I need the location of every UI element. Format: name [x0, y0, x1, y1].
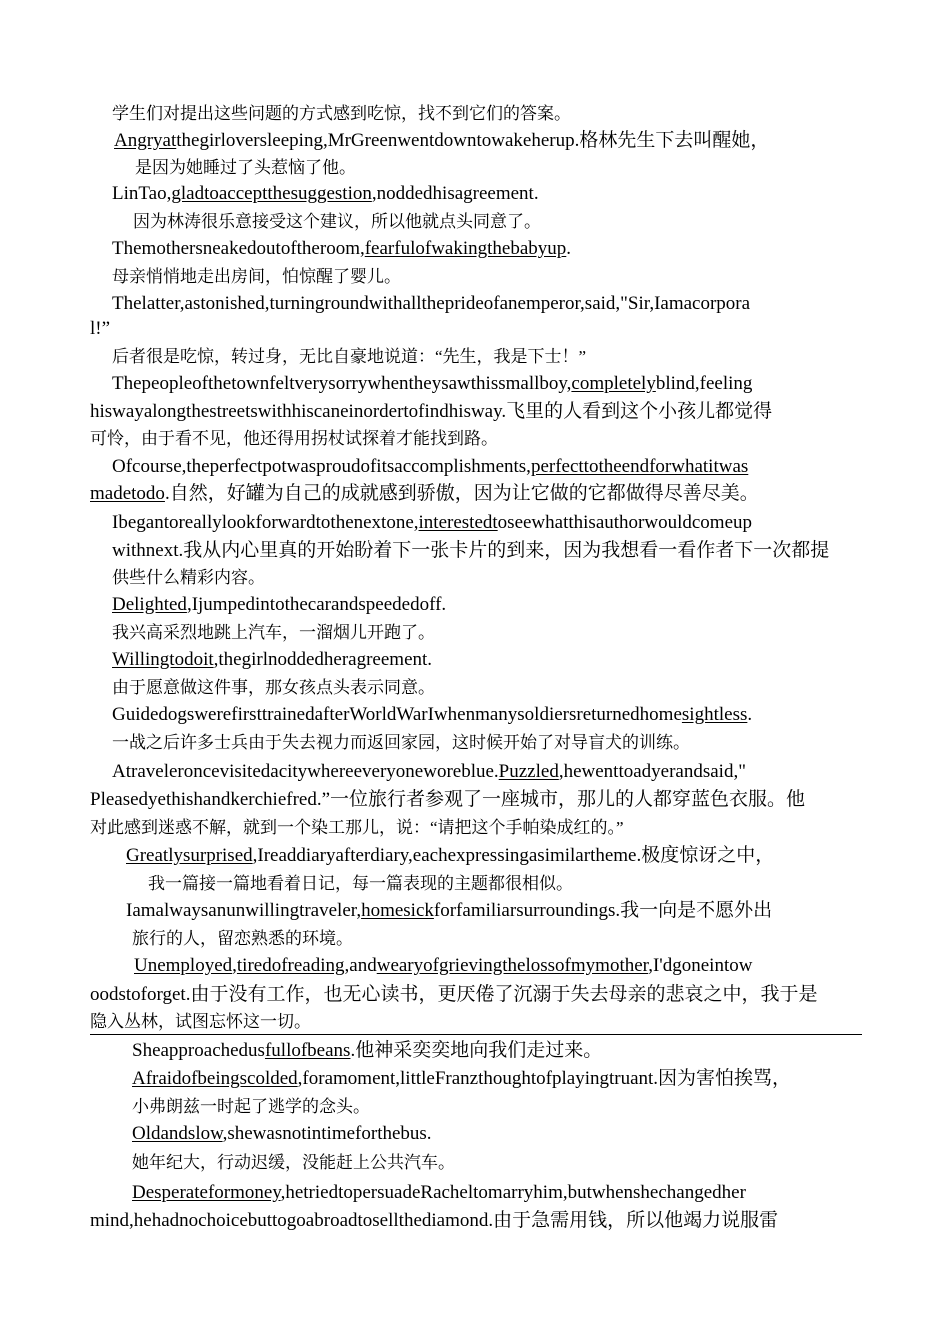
underlined-phrase: Willingtodoit	[112, 649, 214, 670]
text-line: 因为林涛很乐意接受这个建议，所以他就点头同意了。	[133, 212, 541, 231]
text-line: withnext.我从内心里真的开始盼着下一张卡片的到来，因为我想看一看作者下一次都提	[112, 540, 830, 561]
text-line: 隐入丛林，试图忘怀这一切。	[90, 1012, 311, 1031]
text-line: 小弗朗兹一时起了逃学的念头。	[132, 1097, 370, 1116]
text-line: 供些什么精彩内容。	[112, 568, 265, 587]
underlined-phrase: tiredofreading	[236, 955, 345, 976]
underlined-phrase: gladtoacceptthesuggestion	[171, 183, 372, 204]
text-line: 我一篇接一篇地看着日记，每一篇表现的主题都很相似。	[148, 874, 573, 893]
underlined-phrase: Unemployed	[134, 955, 233, 976]
text-line: Delighted,Ijumpedintothecarandspeededoff.	[112, 594, 447, 615]
text-line: Afraidofbeingscolded,foramoment,littleFranzthoughtofplayingtruant.因为害怕挨骂，	[132, 1068, 792, 1089]
underlined-phrase: madetodo	[90, 483, 165, 504]
underlined-phrase: homesick	[361, 900, 434, 921]
text-line: Ibegantoreallylookforwardtothenextone,interestedtoseewhatthisauthorwouldcomeup	[112, 512, 753, 533]
underlined-phrase: Oldandslow	[132, 1123, 223, 1144]
underlined-phrase: Delighted	[112, 594, 187, 615]
text-line: l!”	[90, 318, 111, 339]
underlined-phrase: fearfulofwakingthebabyup	[364, 238, 567, 259]
text-line: Desperateformoney,hetriedtopersuadeRacheltomarryhim,butwhenshechangedher	[132, 1182, 746, 1203]
text-line: Angryatthegirloversleeping,MrGreenwentdowntowakeherup.格林先生下去叫醒她，	[114, 130, 770, 151]
underlined-phrase: Angryat	[114, 130, 177, 151]
text-line: Sheapproachedusfullofbeans.他神采奕奕地向我们走过来。	[132, 1040, 603, 1061]
underlined-phrase: perfecttotheendforwhatitwas	[530, 456, 749, 477]
text-line: Greatlysurprised,Ireaddiaryafterdiary,eachexpressingasimilartheme.极度惊讶之中，	[126, 845, 775, 866]
text-line: Themothersneakedoutoftheroom,fearfulofwakingthebabyup.	[112, 238, 572, 259]
text-line: 对此感到迷惑不解，就到一个染工那儿，说：“请把这个手帕染成红的。”	[90, 818, 624, 837]
text-line: Pleasedyethishandkerchiefred.”一位旅行者参观了一座城市，那儿的人都穿蓝色衣服。他	[90, 789, 806, 810]
text-line: GuidedogswerefirsttrainedafterWorldWarIwhenmanysoldiersreturnedhomesightless.	[112, 704, 753, 725]
text-line: 我兴高采烈地跳上汽车，一溜烟儿开跑了。	[112, 623, 435, 642]
text-line: 后者很是吃惊，转过身，无比自豪地说道：“先生，我是下士！”	[112, 347, 587, 366]
underlined-phrase: fullofbeans	[264, 1040, 351, 1061]
text-line: madetodo.自然，好罐为自己的成就感到骄傲，因为让它做的它都做得尽善尽美。	[90, 483, 759, 504]
text-line: Iamalwaysanunwillingtraveler,homesickforfamiliarsurroundings.我一向是不愿外出	[126, 900, 773, 921]
text-line: Unemployed,tiredofreading,andwearyofgrievingthelossofmymother,I'dgoneintow	[134, 955, 753, 976]
text-line: 学生们对提出这些问题的方式感到吃惊，找不到它们的答案。	[112, 104, 571, 123]
text-line: oodstoforget.由于没有工作，也无心读书，更厌倦了沉溺于失去母亲的悲哀之中，我于是	[90, 984, 818, 1005]
text-line: 旅行的人，留恋熟悉的环境。	[132, 929, 353, 948]
underlined-phrase: sightless	[681, 704, 748, 725]
text-line: Ofcourse,theperfectpotwasproudofitsaccomplishments,perfecttotheendforwhatitwas	[112, 456, 749, 477]
text-line: 母亲悄悄地走出房间，怕惊醒了婴儿。	[112, 267, 401, 286]
text-line: 一战之后许多士兵由于失去视力而返回家园，这时候开始了对导盲犬的训练。	[112, 733, 690, 752]
text-line: Thepeopleofthetownfeltverysorrywhentheysawthissmallboy,completelyblind,feeling	[112, 373, 753, 394]
underlined-phrase: Puzzled	[498, 761, 559, 782]
underlined-phrase: wearyofgrievingthelossofmymother	[376, 955, 649, 976]
underlined-phrase: completely	[571, 373, 656, 394]
text-line: 她年纪大，行动迟缓，没能赶上公共汽车。	[132, 1153, 455, 1172]
text-line: Oldandslow,shewasnotintimeforthebus.	[132, 1123, 432, 1144]
text-line: 由于愿意做这件事，那女孩点头表示同意。	[112, 678, 435, 697]
text-line: LinTao,gladtoacceptthesuggestion,noddedhisagreement.	[112, 183, 539, 204]
underlined-phrase: Desperateformoney	[132, 1182, 281, 1203]
underlined-phrase: Afraidofbeingscolded	[132, 1068, 298, 1089]
text-line: 可怜，由于看不见，他还得用拐杖试探着才能找到路。	[90, 429, 498, 448]
underlined-phrase: Greatlysurprised	[126, 845, 253, 866]
underlined-phrase: interestedt	[418, 512, 498, 533]
text-line: Thelatter,astonished,turningroundwithalltheprideofanemperor,said,"Sir,Iamacorpora	[112, 293, 751, 314]
text-line: Willingtodoit,thegirlnoddedheragreement.	[112, 649, 433, 670]
horizontal-rule	[90, 1034, 862, 1035]
text-line: Atraveleroncevisitedacitywhereeveryoneworeblue.Puzzled,hewenttoadyerandsaid,"	[112, 761, 746, 782]
text-line: mind,hehadnochoicebuttogoabroadtosellthediamond.由于急需用钱，所以他竭力说服雷	[90, 1210, 779, 1231]
text-line: 是因为她睡过了头惹恼了他。	[135, 158, 356, 177]
text-line: hiswayalongthestreetswithhiscaneinordertofindhisway.飞里的人看到这个小孩儿都觉得	[90, 401, 773, 422]
